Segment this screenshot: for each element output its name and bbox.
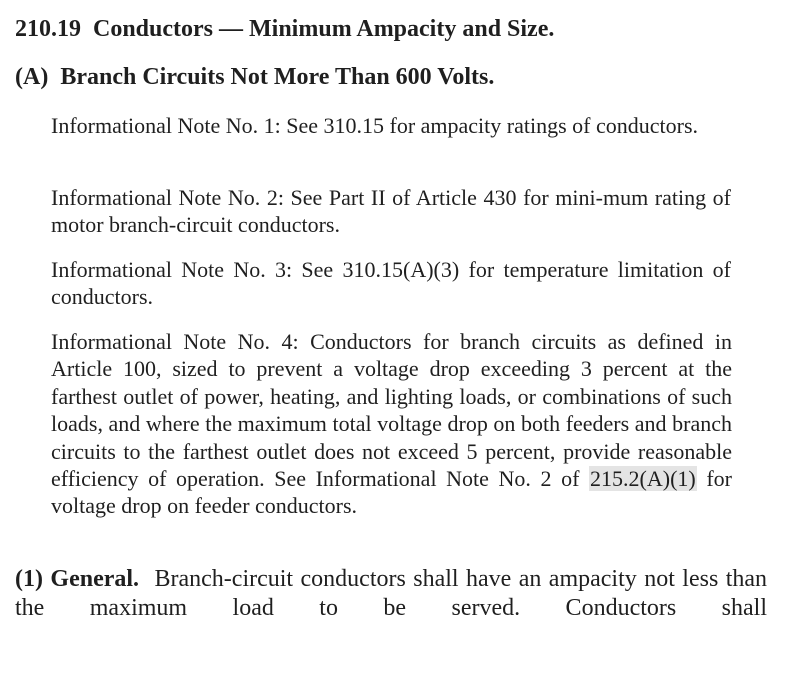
cross-reference-link[interactable]: 215.2(A)(1) <box>590 466 696 492</box>
informational-note-4-tail: for voltage drop on feeder conductors. <box>51 466 733 519</box>
subsection-title: Branch Circuits Not More Than 600 Volts. <box>60 64 495 90</box>
informational-note-2: Informational Note No. 2: See Part II of Article 430 for mini-mum rating of motor branch-circuit conductors. <box>51 185 731 238</box>
section-heading <box>15 14 554 44</box>
subsection-heading <box>15 62 494 92</box>
informational-note-3: Informational Note No. 3: See 310.15(A)(3) for temperature limitation of conductors. <box>51 257 731 310</box>
informational-note-4-text: Informational Note No. 4: Conductors for branch circuits as defined in Article 100, sized to prevent a voltage drop exceeding 3 percent at the farthest outlet of power, heating, and lighting loads, or combinations of such loads, and where the maximum total voltage drop on both feeders and branch circuits to the farthest outlet does not exceed 5 percent, provide reasonable efficiency of operation. See Informational Note No. 2 of <box>51 329 732 492</box>
general-paragraph <box>15 565 767 623</box>
general-text: Branch-circuit conductors shall have an ampacity not less than the maximum load to be served. Conductors shall <box>15 566 768 621</box>
general-label: (1) General. <box>15 566 140 592</box>
subsection-label: (A) <box>15 64 49 90</box>
informational-note-1: Informational Note No. 1: See 310.15 for ampacity ratings of conductors. <box>51 113 699 138</box>
informational-note-4 <box>51 328 732 520</box>
section-title: Conductors — Minimum Ampacity and Size. <box>93 16 555 42</box>
section-number: 210.19 <box>15 16 81 42</box>
